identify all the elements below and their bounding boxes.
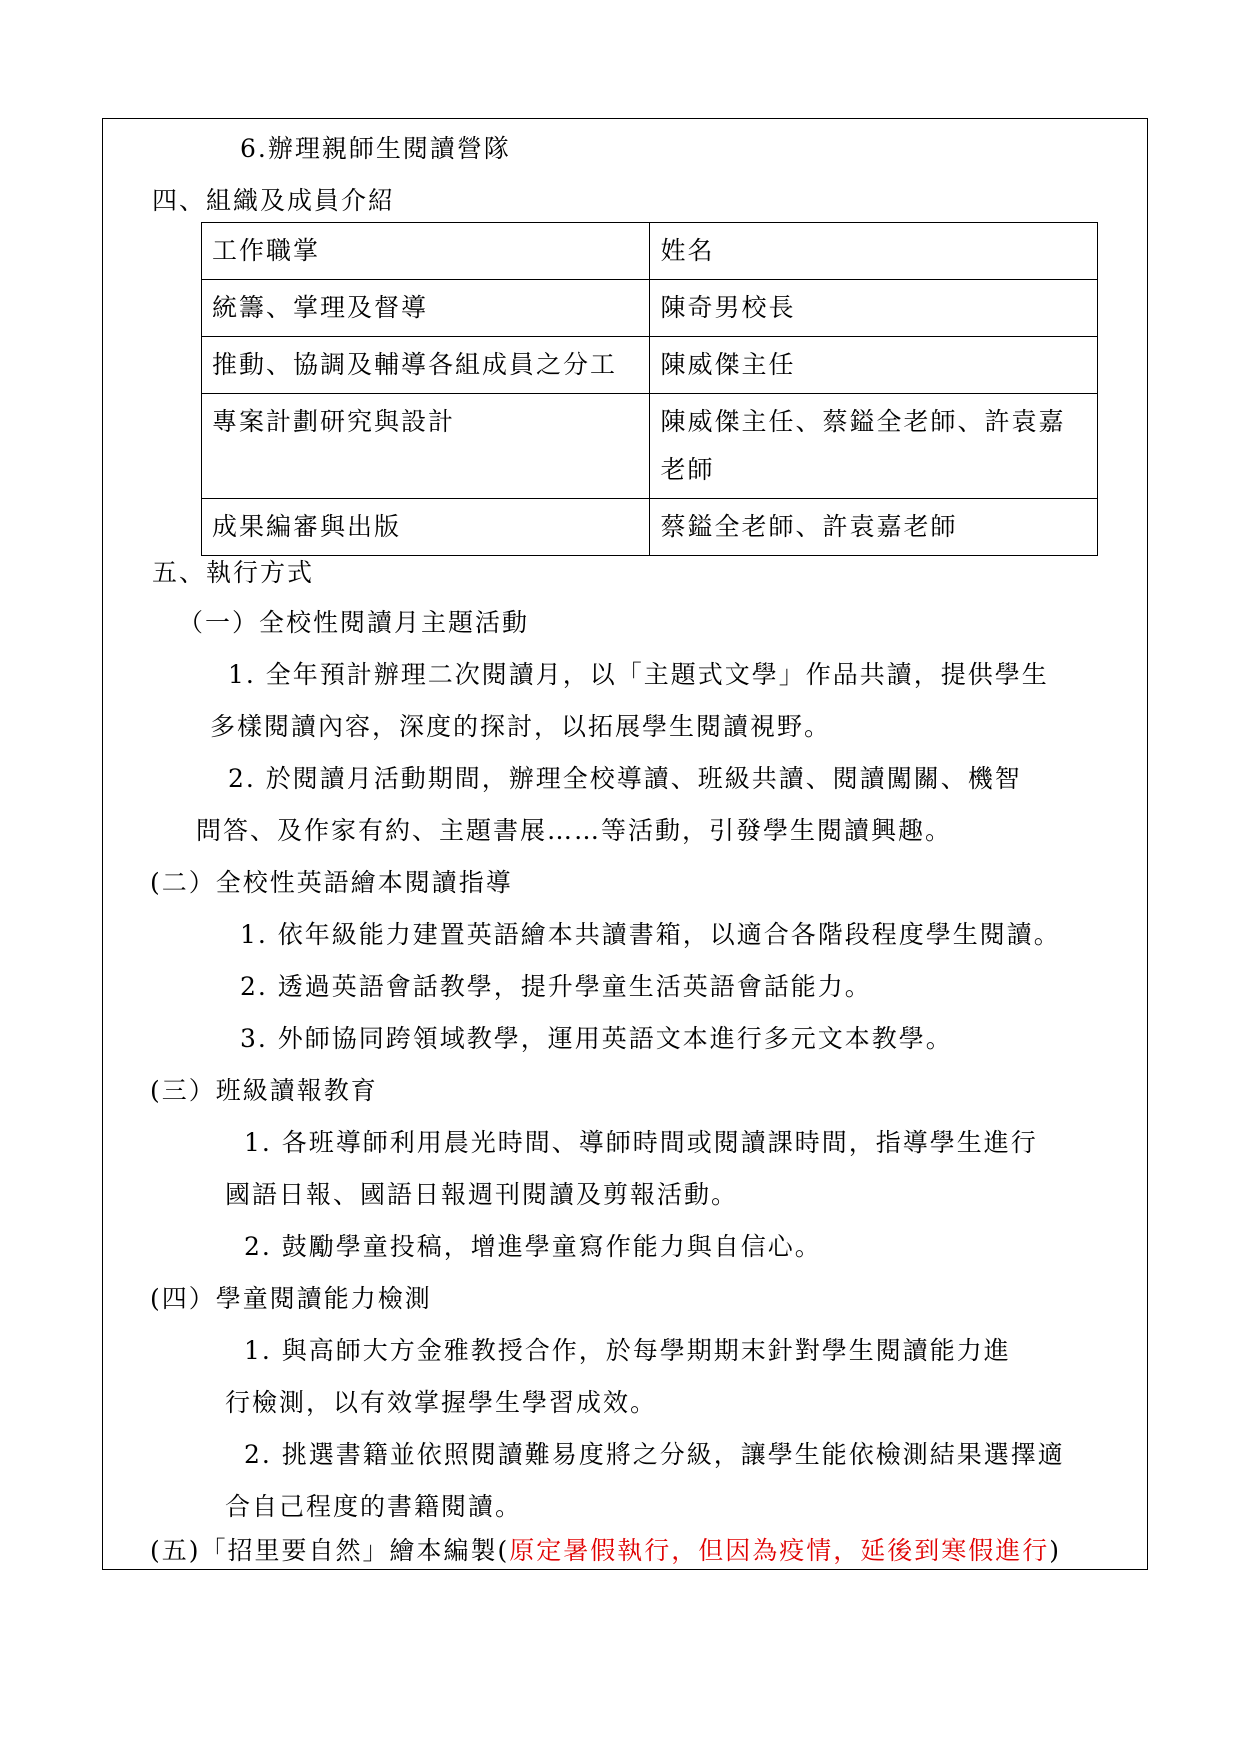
sub3-title: (三）班級讀報教育 — [150, 1076, 378, 1105]
table-row — [202, 280, 1098, 337]
row-duty: 統籌、掌理及督導 — [202, 280, 650, 337]
section4-title: 四、組織及成員介紹 — [152, 186, 396, 215]
intro-item: 6.辦理親師生閱讀營隊 — [240, 134, 511, 163]
sub2-item3: 3. 外師協同跨領域教學，運用英語文本進行多元文本教學。 — [240, 1024, 953, 1053]
sub4-item1-line1: 1. 與高師大方金雅教授合作，於每學期期末針對學生閱讀能力進 — [244, 1336, 1011, 1365]
row-name: 蔡鎰全老師、許袁嘉老師 — [650, 499, 1098, 556]
header-duty: 工作職掌 — [202, 223, 650, 280]
header-name: 姓名 — [650, 223, 1098, 280]
sub2-title: (二）全校性英語繪本閱讀指導 — [150, 868, 513, 897]
row-name: 陳威傑主任 — [650, 337, 1098, 394]
row-duty: 成果編審與出版 — [202, 499, 650, 556]
sub5-title-text: (五)「招里要自然」繪本編製( — [150, 1536, 510, 1565]
sub4-item1-line2: 行檢測，以有效掌握學生學習成效。 — [225, 1388, 658, 1417]
table-header-row — [202, 223, 1098, 280]
sub1-item1-line2: 多樣閱讀內容，深度的探討，以拓展學生閱讀視野。 — [210, 712, 832, 741]
sub3-item1-line2: 國語日報、國語日報週刊閱讀及剪報活動。 — [225, 1180, 739, 1209]
row-duty: 推動、協調及輔導各組成員之分工 — [202, 337, 650, 394]
sub5-close: ) — [1049, 1536, 1062, 1565]
sub1-item1-line1: 1. 全年預計辦理二次閱讀月，以「主題式文學」作品共讀，提供學生 — [228, 660, 1049, 689]
table-row — [202, 394, 1098, 499]
sub5-note: 原定暑假執行，但因為疫情，延後到寒假進行 — [509, 1536, 1050, 1565]
sub2-item1: 1. 依年級能力建置英語繪本共讀書箱，以適合各階段程度學生閱讀。 — [240, 920, 1061, 949]
organization-table — [201, 222, 1098, 556]
sub5-title — [150, 1536, 1061, 1566]
sub1-item2-line1: 2. 於閱讀月活動期間，辦理全校導讀、班級共讀、閱讀闖關、機智 — [228, 764, 1022, 793]
table-row — [202, 337, 1098, 394]
section5-title: 五、執行方式 — [152, 558, 315, 587]
row-name: 陳奇男校長 — [650, 280, 1098, 337]
sub4-item2-line2: 合自己程度的書籍閱讀。 — [225, 1492, 523, 1521]
sub1-item2-line2: 問答、及作家有約、主題書展……等活動，引發學生閱讀興趣。 — [196, 816, 953, 845]
sub4-title: (四）學童閱讀能力檢測 — [150, 1284, 432, 1313]
sub2-item2: 2. 透過英語會話教學，提升學童生活英語會話能力。 — [240, 972, 872, 1001]
sub1-title: （一）全校性閱讀月主題活動 — [178, 608, 530, 637]
row-duty: 專案計劃研究與設計 — [202, 394, 650, 499]
table-row — [202, 499, 1098, 556]
sub3-item1-line1: 1. 各班導師利用晨光時間、導師時間或閱讀課時間，指導學生進行 — [244, 1128, 1038, 1157]
sub4-item2-line1: 2. 挑選書籍並依照閱讀難易度將之分級，讓學生能依檢測結果選擇適 — [244, 1440, 1065, 1469]
row-name: 陳威傑主任、蔡鎰全老師、許袁嘉老師 — [650, 394, 1098, 499]
sub3-item2: 2. 鼓勵學童投稿，增進學童寫作能力與自信心。 — [244, 1232, 822, 1261]
